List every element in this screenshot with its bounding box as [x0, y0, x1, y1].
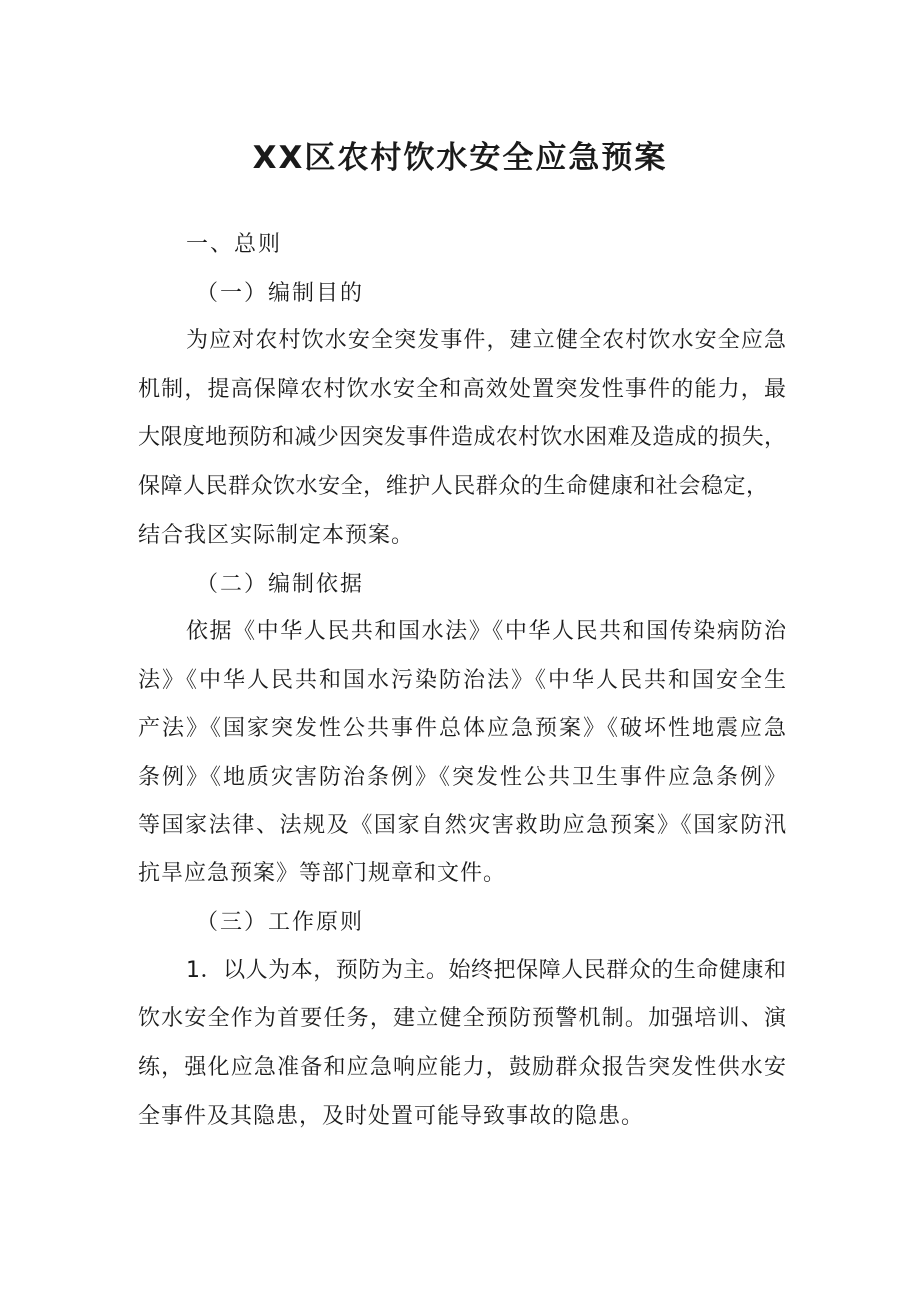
purpose-line-3: 大限度地预防和减少因突发事件造成农村饮水困难及造成的损失， [138, 425, 786, 450]
principle-line-3: 练，强化应急准备和应急响应能力，鼓励群众报告突发性供水安 [138, 1055, 786, 1080]
basis-line-1: 依据《中华人民共和国水法》《中华人民共和国传染病防治 [186, 619, 786, 644]
purpose-line-4: 保障人民群众饮水安全，维护人民群众的生命健康和社会稳定， [138, 474, 768, 499]
purpose-line-1: 为应对农村饮水安全突发事件，建立健全农村饮水安全应急 [186, 328, 786, 353]
principle-line-2: 饮水安全作为首要任务，建立健全预防预警机制。加强培训、演 [138, 1006, 786, 1031]
subsection-heading-principles: （三）工作原则 [196, 910, 365, 935]
purpose-line-5: 结合我区实际制定本预案。 [138, 523, 415, 548]
principle-line-4: 全事件及其隐患，及时处置可能导致事故的隐患。 [138, 1104, 645, 1129]
basis-line-4: 条例》《地质灾害防治条例》《突发性公共卫生事件应急条例》 [138, 765, 786, 790]
basis-line-5: 等国家法律、法规及《国家自然灾害救助应急预案》《国家防汛 [138, 813, 786, 838]
principle-line-1: 1．以人为本，预防为主。始终把保障人民群众的生命健康和 [186, 958, 786, 983]
basis-line-2: 法》《中华人民共和国水污染防治法》《中华人民共和国安全生 [138, 668, 786, 693]
basis-line-6: 抗旱应急预案》等部门规章和文件。 [138, 861, 507, 886]
section-heading-general: 一、总则 [186, 232, 283, 257]
document-title: XX区农村饮水安全应急预案 [252, 140, 668, 176]
subsection-heading-purpose: （一）编制目的 [196, 281, 365, 306]
subsection-heading-basis: （二）编制依据 [196, 572, 365, 597]
purpose-line-2: 机制，提高保障农村饮水安全和高效处置突发性事件的能力，最 [138, 377, 786, 402]
basis-line-3: 产法》《国家突发性公共事件总体应急预案》《破坏性地震应急 [138, 716, 786, 741]
